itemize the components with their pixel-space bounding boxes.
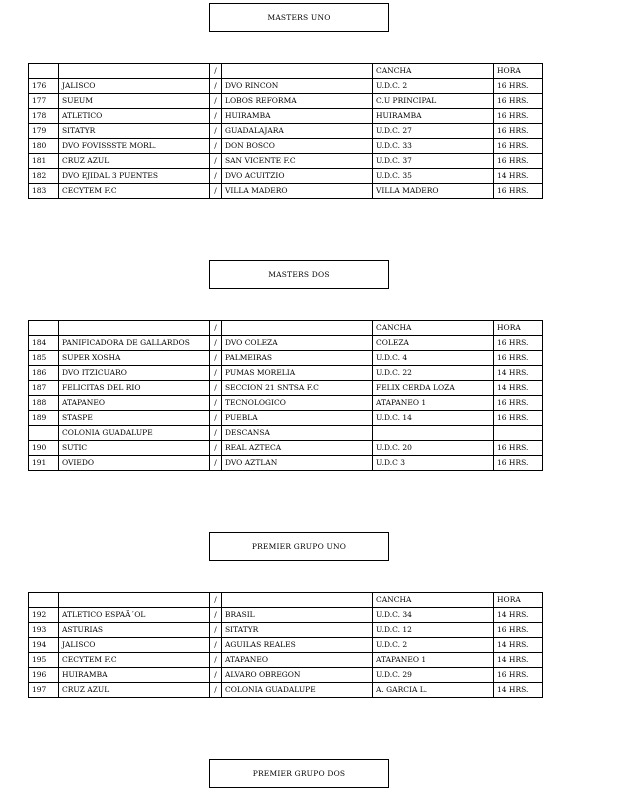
header-match-number-cell xyxy=(29,64,59,79)
match-number-cell: 194 xyxy=(29,638,59,653)
table-row xyxy=(29,608,543,623)
away-team-cell: SITATYR xyxy=(222,623,373,638)
header-away-team-cell xyxy=(222,321,373,336)
match-number-cell: 180 xyxy=(29,139,59,154)
match-number-cell: 196 xyxy=(29,668,59,683)
home-team-cell: JALISCO xyxy=(59,79,210,94)
home-team-cell: JALISCO xyxy=(59,638,210,653)
time-cell: 14 HRS. xyxy=(494,381,543,396)
home-team-cell: SUTIC xyxy=(59,441,210,456)
away-team-cell: SECCION 21 SNTSA F.C xyxy=(222,381,373,396)
time-cell: 16 HRS. xyxy=(494,411,543,426)
time-cell: 16 HRS. xyxy=(494,441,543,456)
time-cell: 16 HRS. xyxy=(494,336,543,351)
separator-cell: / xyxy=(210,683,222,698)
match-number-cell: 176 xyxy=(29,79,59,94)
home-team-cell: ATAPANEO xyxy=(59,396,210,411)
away-team-cell: DVO AZTLAN xyxy=(222,456,373,471)
time-cell: 16 HRS. xyxy=(494,396,543,411)
table-row xyxy=(29,381,543,396)
home-team-cell: CECYTEM F.C xyxy=(59,184,210,199)
venue-cell: U.D.C. 29 xyxy=(373,668,494,683)
header-home-team-cell xyxy=(59,321,210,336)
header-home-team-cell xyxy=(59,593,210,608)
match-number-cell: 182 xyxy=(29,169,59,184)
header-separator-cell: / xyxy=(210,64,222,79)
section-title-premier-grupo-uno: PREMIER GRUPO UNO xyxy=(209,532,389,561)
table-row xyxy=(29,668,543,683)
time-cell: 14 HRS. xyxy=(494,608,543,623)
venue-cell: U.D.C. 2 xyxy=(373,79,494,94)
table-row xyxy=(29,351,543,366)
table-header-row xyxy=(29,321,543,336)
fixtures-table-masters-dos xyxy=(28,320,543,471)
table-row xyxy=(29,441,543,456)
venue-cell: U.D.C. 14 xyxy=(373,411,494,426)
table-row xyxy=(29,426,543,441)
time-cell: 16 HRS. xyxy=(494,154,543,169)
home-team-cell: CRUZ AZUL xyxy=(59,683,210,698)
time-cell: 16 HRS. xyxy=(494,456,543,471)
match-number-cell: 183 xyxy=(29,184,59,199)
away-team-cell: DESCANSA xyxy=(222,426,373,441)
venue-cell xyxy=(373,426,494,441)
match-number-cell: 185 xyxy=(29,351,59,366)
table-row xyxy=(29,94,543,109)
away-team-cell: ATAPANEO xyxy=(222,653,373,668)
home-team-cell: HUIRAMBA xyxy=(59,668,210,683)
venue-cell: U.D.C. 22 xyxy=(373,366,494,381)
venue-cell: U.D.C. 37 xyxy=(373,154,494,169)
header-venue-cell: CANCHA xyxy=(373,321,494,336)
venue-cell: U.D.C. 12 xyxy=(373,623,494,638)
match-number-cell: 191 xyxy=(29,456,59,471)
match-number-cell: 188 xyxy=(29,396,59,411)
table-row xyxy=(29,366,543,381)
away-team-cell: PALMEIRAS xyxy=(222,351,373,366)
table-row xyxy=(29,456,543,471)
header-separator-cell: / xyxy=(210,321,222,336)
table-row xyxy=(29,396,543,411)
header-match-number-cell xyxy=(29,321,59,336)
home-team-cell: DVO EJIDAL 3 PUENTES xyxy=(59,169,210,184)
section-title-masters-uno: MASTERS UNO xyxy=(209,3,389,32)
separator-cell: / xyxy=(210,79,222,94)
header-separator-cell: / xyxy=(210,593,222,608)
venue-cell: U.D.C. 33 xyxy=(373,139,494,154)
time-cell: 16 HRS. xyxy=(494,109,543,124)
table-row xyxy=(29,683,543,698)
separator-cell: / xyxy=(210,608,222,623)
separator-cell: / xyxy=(210,638,222,653)
table-row xyxy=(29,411,543,426)
match-number-cell: 178 xyxy=(29,109,59,124)
home-team-cell: ASTURIAS xyxy=(59,623,210,638)
venue-cell: ATAPANEO 1 xyxy=(373,396,494,411)
separator-cell: / xyxy=(210,668,222,683)
match-number-cell: 186 xyxy=(29,366,59,381)
table-row xyxy=(29,184,543,199)
match-number-cell: 179 xyxy=(29,124,59,139)
away-team-cell: BRASIL xyxy=(222,608,373,623)
away-team-cell: VILLA MADERO xyxy=(222,184,373,199)
time-cell: 16 HRS. xyxy=(494,94,543,109)
time-cell: 16 HRS. xyxy=(494,184,543,199)
section-title-premier-grupo-dos: PREMIER GRUPO DOS xyxy=(209,759,389,788)
time-cell: 16 HRS. xyxy=(494,124,543,139)
separator-cell: / xyxy=(210,184,222,199)
separator-cell: / xyxy=(210,109,222,124)
separator-cell: / xyxy=(210,351,222,366)
section-title-masters-dos: MASTERS DOS xyxy=(209,260,389,289)
match-number-cell: 193 xyxy=(29,623,59,638)
header-venue-cell: CANCHA xyxy=(373,64,494,79)
match-number-cell xyxy=(29,426,59,441)
header-time-cell: HORA xyxy=(494,64,543,79)
time-cell: 16 HRS. xyxy=(494,79,543,94)
away-team-cell: SAN VICENTE F.C xyxy=(222,154,373,169)
home-team-cell: DVO ITZICUARO xyxy=(59,366,210,381)
table-row xyxy=(29,124,543,139)
away-team-cell: PUMAS MORELIA xyxy=(222,366,373,381)
match-number-cell: 192 xyxy=(29,608,59,623)
table-row xyxy=(29,79,543,94)
away-team-cell: COLONIA GUADALUPE xyxy=(222,683,373,698)
match-number-cell: 189 xyxy=(29,411,59,426)
header-venue-cell: CANCHA xyxy=(373,593,494,608)
separator-cell: / xyxy=(210,169,222,184)
header-match-number-cell xyxy=(29,593,59,608)
separator-cell: / xyxy=(210,336,222,351)
venue-cell: HUIRAMBA xyxy=(373,109,494,124)
venue-cell: U.D.C. 2 xyxy=(373,638,494,653)
match-number-cell: 187 xyxy=(29,381,59,396)
separator-cell: / xyxy=(210,411,222,426)
venue-cell: VILLA MADERO xyxy=(373,184,494,199)
home-team-cell: SUEUM xyxy=(59,94,210,109)
separator-cell: / xyxy=(210,653,222,668)
table-row xyxy=(29,109,543,124)
away-team-cell: TECNOLOGICO xyxy=(222,396,373,411)
separator-cell: / xyxy=(210,366,222,381)
venue-cell: U.D.C 3 xyxy=(373,456,494,471)
away-team-cell: ALVARO OBREGON xyxy=(222,668,373,683)
match-number-cell: 190 xyxy=(29,441,59,456)
venue-cell: U.D.C. 27 xyxy=(373,124,494,139)
table-row xyxy=(29,154,543,169)
header-away-team-cell xyxy=(222,64,373,79)
home-team-cell: COLONIA GUADALUPE xyxy=(59,426,210,441)
separator-cell: / xyxy=(210,426,222,441)
away-team-cell: GUADALAJARA xyxy=(222,124,373,139)
venue-cell: ATAPANEO 1 xyxy=(373,653,494,668)
time-cell: 14 HRS. xyxy=(494,653,543,668)
separator-cell: / xyxy=(210,139,222,154)
home-team-cell: ATLETICO xyxy=(59,109,210,124)
separator-cell: / xyxy=(210,94,222,109)
header-time-cell: HORA xyxy=(494,321,543,336)
away-team-cell: HUIRAMBA xyxy=(222,109,373,124)
table-row xyxy=(29,336,543,351)
away-team-cell: PUEBLA xyxy=(222,411,373,426)
table-header-row xyxy=(29,593,543,608)
home-team-cell: DVO FOVISSSTE MORL. xyxy=(59,139,210,154)
venue-cell: A. GARCIA L. xyxy=(373,683,494,698)
separator-cell: / xyxy=(210,124,222,139)
venue-cell: C.U PRINCIPAL xyxy=(373,94,494,109)
separator-cell: / xyxy=(210,381,222,396)
time-cell: 14 HRS. xyxy=(494,638,543,653)
venue-cell: U.D.C. 20 xyxy=(373,441,494,456)
separator-cell: / xyxy=(210,396,222,411)
venue-cell: U.D.C. 35 xyxy=(373,169,494,184)
table-row xyxy=(29,653,543,668)
fixtures-table-premier-grupo-uno xyxy=(28,592,543,698)
time-cell: 14 HRS. xyxy=(494,169,543,184)
match-number-cell: 195 xyxy=(29,653,59,668)
separator-cell: / xyxy=(210,623,222,638)
away-team-cell: DVO RINCON xyxy=(222,79,373,94)
match-number-cell: 181 xyxy=(29,154,59,169)
away-team-cell: REAL AZTECA xyxy=(222,441,373,456)
venue-cell: COLEZA xyxy=(373,336,494,351)
table-row xyxy=(29,638,543,653)
table-row xyxy=(29,623,543,638)
home-team-cell: STASPE xyxy=(59,411,210,426)
away-team-cell: AGUILAS REALES xyxy=(222,638,373,653)
time-cell: 14 HRS. xyxy=(494,366,543,381)
time-cell: 16 HRS. xyxy=(494,351,543,366)
away-team-cell: DON BOSCO xyxy=(222,139,373,154)
home-team-cell: OVIEDO xyxy=(59,456,210,471)
venue-cell: FELIX CERDA LOZA xyxy=(373,381,494,396)
time-cell: 16 HRS. xyxy=(494,623,543,638)
away-team-cell: DVO ACUITZIO xyxy=(222,169,373,184)
header-away-team-cell xyxy=(222,593,373,608)
home-team-cell: ATLETICO ESPAÃ´OL xyxy=(59,608,210,623)
table-header-row xyxy=(29,64,543,79)
separator-cell: / xyxy=(210,456,222,471)
match-number-cell: 197 xyxy=(29,683,59,698)
separator-cell: / xyxy=(210,154,222,169)
away-team-cell: DVO COLEZA xyxy=(222,336,373,351)
time-cell: 14 HRS. xyxy=(494,683,543,698)
header-home-team-cell xyxy=(59,64,210,79)
fixtures-table-masters-uno xyxy=(28,63,543,199)
home-team-cell: FELICITAS DEL RIO xyxy=(59,381,210,396)
separator-cell: / xyxy=(210,441,222,456)
home-team-cell: SITATYR xyxy=(59,124,210,139)
home-team-cell: CECYTEM F.C xyxy=(59,653,210,668)
away-team-cell: LOBOS REFORMA xyxy=(222,94,373,109)
match-number-cell: 184 xyxy=(29,336,59,351)
home-team-cell: CRUZ AZUL xyxy=(59,154,210,169)
time-cell: 16 HRS. xyxy=(494,668,543,683)
home-team-cell: PANIFICADORA DE GALLARDOS xyxy=(59,336,210,351)
header-time-cell: HORA xyxy=(494,593,543,608)
venue-cell: U.D.C. 4 xyxy=(373,351,494,366)
table-row xyxy=(29,169,543,184)
time-cell xyxy=(494,426,543,441)
match-number-cell: 177 xyxy=(29,94,59,109)
time-cell: 16 HRS. xyxy=(494,139,543,154)
venue-cell: U.D.C. 34 xyxy=(373,608,494,623)
home-team-cell: SUPER XOSHA xyxy=(59,351,210,366)
table-row xyxy=(29,139,543,154)
